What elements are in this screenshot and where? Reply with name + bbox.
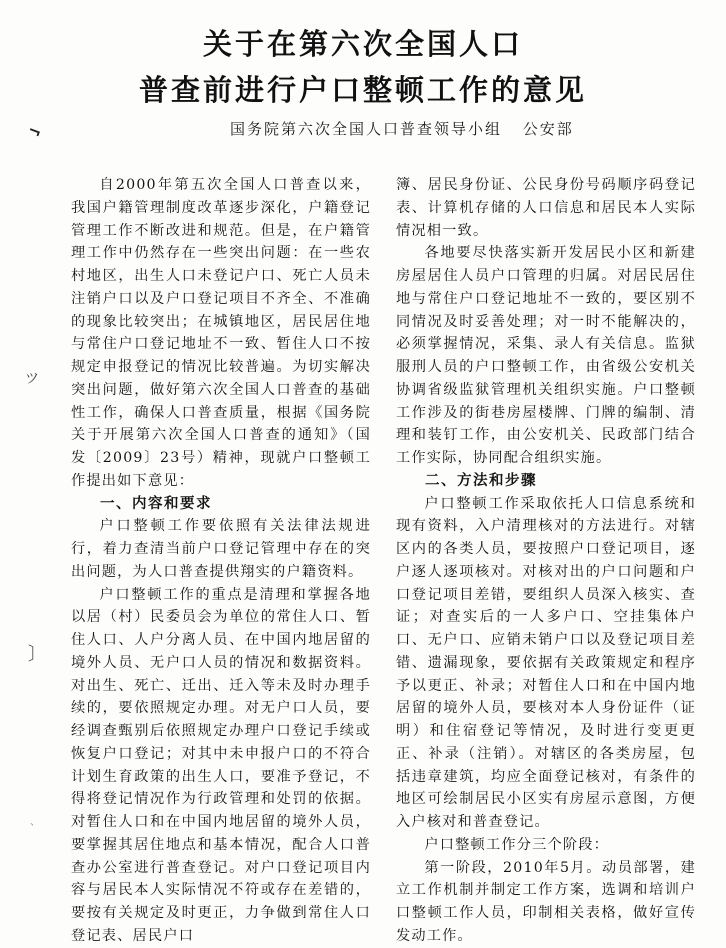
author-census-group: 国务院第六次全国人口普查领导小组 [230,120,503,138]
paragraph-housing: 各地要尽快落实新开发居民小区和新建房屋居住人员户口管理的归属。对居民居住地与常住户口登记地址不一致的，要区别不同情况及时妥善处理；对一时不能解决的，必须掌握情况，采集、录人有关信息。监狱服刑人员的户口整顿工作，由省级公安机关协调省级监狱管理机关组织实施。户口整顿工作涉及的街巷房屋楼牌、门牌的编制、清理和装钉工作，由公安机关、民政部门结合工作实际，协同配合组织实施。 [396,245,696,466]
paragraph-requirements: 户口整顿工作要依照有关法律法规进行，着力查清当前户口登记管理中存在的突出问题，为人口普查提供翔实的户籍资料。 [71,518,371,580]
document-title-line-2: 普查前进行户口整顿工作的意见 [138,73,587,107]
margin-scan-mark: 〕 [28,644,46,665]
margin-scan-mark: ツ [25,371,39,387]
author-public-security: 公安部 [522,120,574,138]
margin-scan-mark: ¬ [25,120,45,143]
right-column [396,174,696,948]
left-column [71,174,371,948]
margin-scan-mark: 、 [30,817,40,828]
section-heading-2: 二、方法和步骤 [425,472,537,489]
document-title-line-1: 关于在第六次全国人口 [202,27,523,61]
paragraph-intro: 自2000年第五次全国人口普查以来，我国户籍管理制度改革逐步深化，户籍登记管理工作不断改进和规范。但是，在户籍管理工作中仍然存在一些突出问题：在一些农村地区，出生人口未登记户口、死亡人员未注销户口以及户口登记项目不齐全、不准确的现象比较突出；在城镇地区，居民居住地与常住户口登记地址不一致、暂住人口不按规定申报登记的情况比较普遍。为切实解决突出问题，做好第六次全国人口普查的基础性工作，确保人口普查质量，根据《国务院关于开展第六次全国人口普查的通知》（国发〔2009〕23号）精神，现就户口整顿工作提出如下意见： [71,177,371,489]
paragraph-focus: 户口整顿工作的重点是清理和掌握各地以居（村）民委员会为单位的常住人口、暂住人口、人户分离人员、在中国内地居留的境外人员、无户口人员的情况和数据资料。对出生、死亡、迁出、迁入等未及时办理手续的，要依照规定办理。对无户口人员，要经调查甄别后依照规定办理户口登记手续或恢复户口登记；对其中未申报户口的不符合计划生育政策的出生人口，要准予登记，不得将登记情况作为行政管理和处罚的依据。对暂住人口和在中国内地居留的境外人员，要掌握其居住地点和基本情况，配合人口普查办公室进行普查登记。对户口登记项目内容与居民本人实际情况不符或存在差错的，要按有关规定及时更正，力争做到常住人口登记表、居民户口 [71,586,371,944]
paragraph-focus-continued: 簿、居民身份证、公民身份号码顺序码登记表、计算机存储的人口信息和居民本人实际情况相一致。 [396,177,696,239]
paragraph-methods: 户口整顿工作采取依托人口信息系统和现有资料，入户清理核对的方法进行。对辖区内的各类人员，要按照户口登记项目，逐户逐人逐项核对。对核对出的户口问题和户口登记项目差错，要组织人员深入核实、查证；对查实后的一人多户口、空挂集体户口、无户口、应销未销户口以及登记项目差错、遗漏现象，要依据有关政策规定和程序予以更正、补录；对暂住人口和在中国内地居留的境外人员，要核对本人身份证件（证明）和住宿登记等情况，及时进行变更更正、补录（注销）。对辖区的各类房屋，包括违章建筑，均应全面登记核对，有条件的地区可绘制居民小区实有房屋示意图，方便入户核对和普查登记。 [396,495,696,830]
section-heading-1: 一、内容和要求 [100,495,212,512]
document-authors [230,118,588,139]
paragraph-stages-intro: 户口整顿工作分三个阶段： [424,836,610,853]
paragraph-stage-one: 第一阶段，2010年5月。动员部署，建立工作机制并制定工作方案，选调和培训户口整顿工作人员，印制相关表格，做好宣传发动工作。 [396,859,696,944]
